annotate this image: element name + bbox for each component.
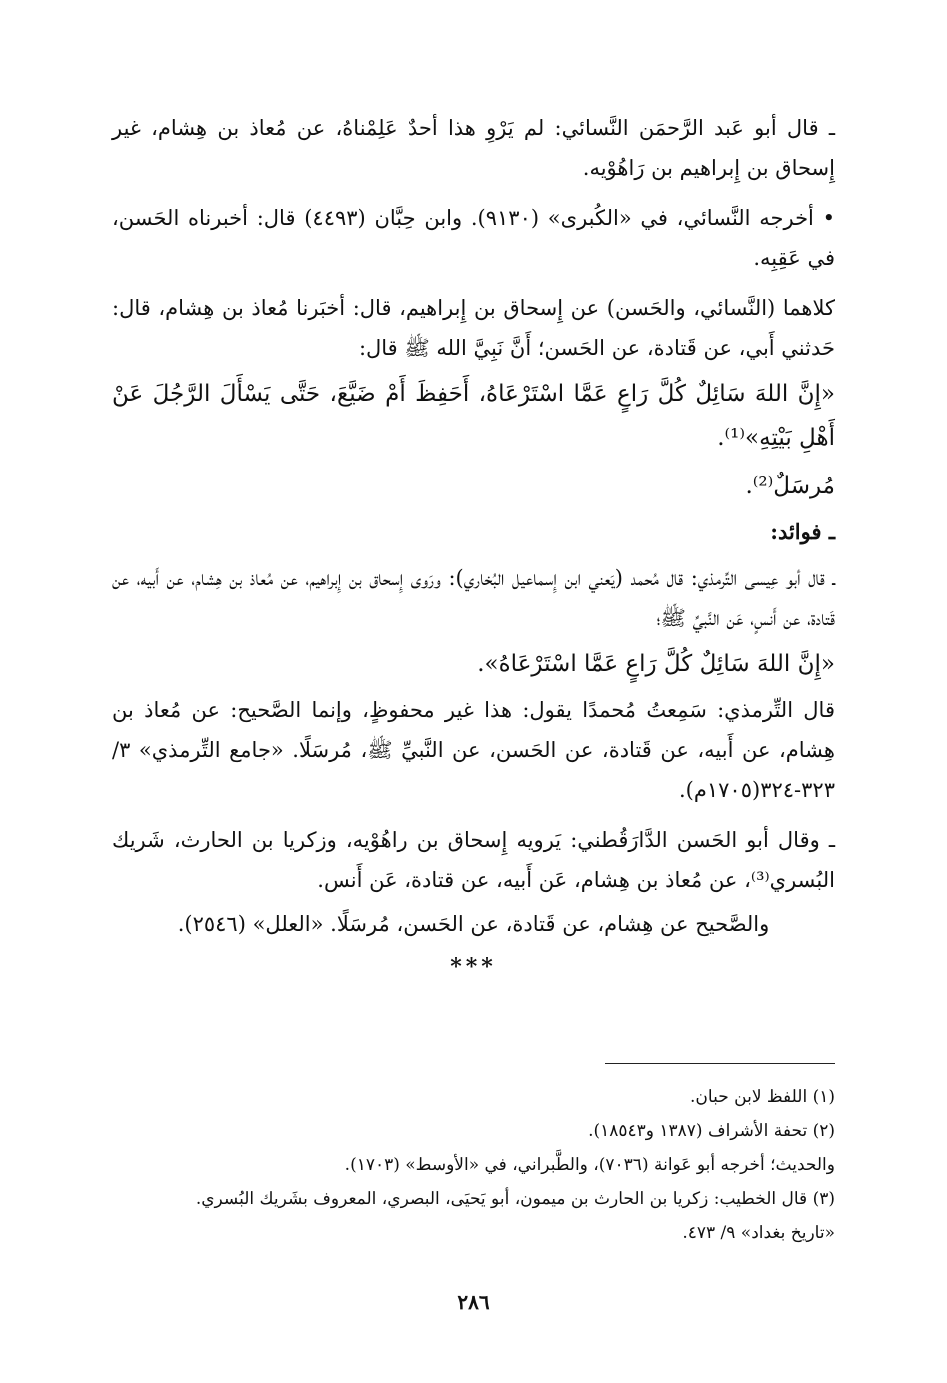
daraqutni-conclusion: والصَّحيح عن هِشام، عن قَتادة، عن الحَسن، مُرسَلًا. «العلل» (٢٥٤٦). [177,912,770,936]
tirmidhi-bukhari-comment: ـ قال أبو عِيسى التِّرمذي: قال مُحمد (يَعني ابن إِسماعيل البُخاري): ورَوى إِسحاق بن إِبراهيم، عن مُعاذ بن هِشام، عن أَبيه، عن قَتادة، عن أَنسٍ، عَن النَّبيِّ ﷺ؛ [112,566,835,630]
footnotes [112,1080,835,1250]
book-page [112,0,835,1383]
footnote-1: (١) اللفظ لابن حبان. [690,1087,835,1107]
footnote-2-continued: والحديث؛ أخرجه أبو عَوانة (٧٠٣٦)، والطَّبراني، في «الأوسط» (١٧٠٣). [344,1155,835,1175]
main-text [112,108,835,980]
daraqutni-comment: ـ وقال أبو الحَسن الدَّارَقُطني: يَرويه إِسحاق بن راهُوْيه، وزكريا بن الحارث، شَريك البُسري⁽³⁾، عن مُعاذ بن هِشام، عَن أَبيه، عن قتادة، عَن أَنس. [112,828,835,892]
page-number: ٢٨٦ [457,1290,490,1314]
nasai-comment: ـ قال أبو عَبد الرَّحمَن النَّسائي: لم يَرْوِ هذا أحدٌ عَلِمْناهُ، عن مُعاذ بن هِشام، غير إِسحاق بن إِبراهيم بن رَاهُوْيه. [112,116,835,180]
tirmidhi-comment: قال التِّرمذي: سَمِعتُ مُحمدًا يقول: هذا غير محفوظٍ، وإنما الصَّحيح: عن مُعاذ بن هِشام، عن أَبيه، عن قَتادة، عن الحَسن، عن النَّبيِّ ﷺ، مُرسَلًا. «جامع التِّرمذي» ٣/ ٣٢٣-٣٢٤(١٧٠٥م). [112,698,835,802]
takhrij-paragraph: • أخرجه النَّسائي، في «الكُبرى» (٩١٣٠). وابن حِبَّان (٤٤٩٣) قال: أخبرناه الحَسن، في عَقِبِه. [112,206,835,270]
hadith-text: «إِنَّ اللهَ سَائِلٌ كُلَّ رَاعٍ عَمَّا اسْتَرْعَاهُ، أَحَفِظَ أَمْ ضَيَّعَ، حَتَّى يَسْأَلَ الرَّجُلَ عَنْ أَهْلِ بَيْتِهِ»⁽¹⁾. [112,381,835,451]
footnote-divider [605,1063,835,1064]
footnote-3: (٣) قال الخطيب: زكريا بن الحارث بن ميمون، أبو يَحيَى، البصري، المعروف بشَريك البُسري. [195,1189,835,1209]
fawaid-heading: ـ فوائد: [770,519,835,544]
hadith-text-short: «إِنَّ اللهَ سَائِلٌ كُلَّ رَاعٍ عَمَّا اسْتَرْعَاهُ». [477,651,835,677]
mursal-label: مُرسَلٌ⁽²⁾. [745,473,835,499]
footnote-2: (٢) تحفة الأشراف (١٣٨٧ و١٨٥٤٣). [588,1121,835,1141]
section-separator: *** [450,954,497,980]
isnad-paragraph: كلاهما (النَّسائي، والحَسن) عن إِسحاق بن إِبراهيم، قال: أخبَرنا مُعاذ بن هِشام، قال: حَدثني أَبي، عن قَتادة، عن الحَسن؛ أَنَّ نَبِيَّ الله ﷺ قال: [112,296,835,360]
footnote-3-continued: «تاريخ بغداد» ٩/ ٤٧٣. [682,1223,835,1243]
